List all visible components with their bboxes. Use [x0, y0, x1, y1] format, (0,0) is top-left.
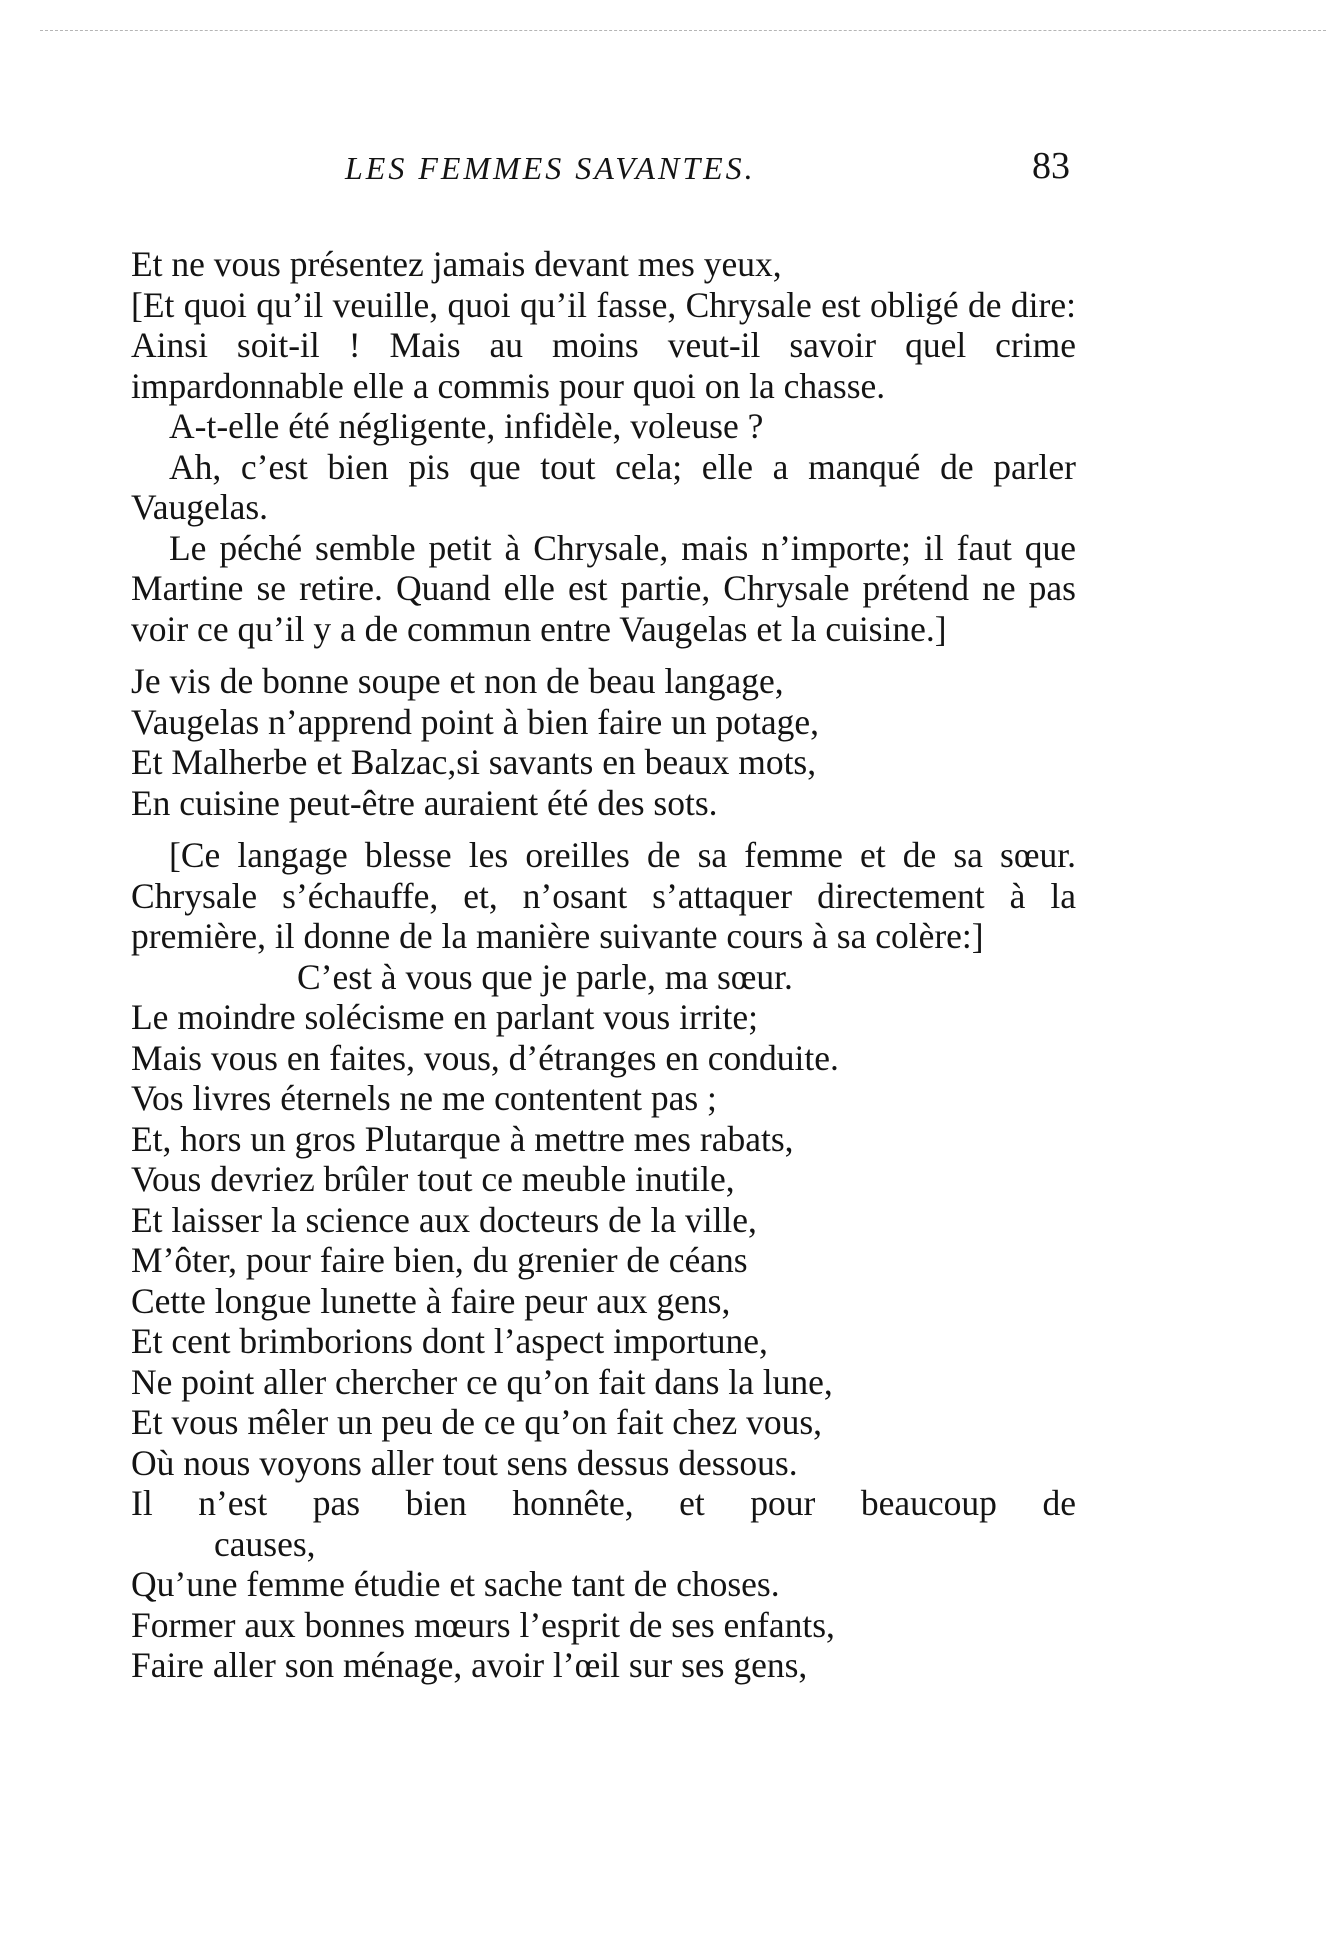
verse-line: Vos livres éternels ne me contentent pas ; — [131, 1078, 717, 1118]
prose-paragraph: Le péché semble petit à Chrysale, mais n’importe; il faut que Martine se retire. Quand elle est partie, Chrysale prétend ne pas voir ce qu’il y a de commun entre Vaugelas et la cuisine.] — [131, 527, 1076, 649]
verse-line: Et vous mêler un peu de ce qu’on fait chez vous, — [131, 1402, 823, 1442]
verse-line: M’ôter, pour faire bien, du grenier de céans — [131, 1240, 748, 1280]
verse-line: Mais vous en faites, vous, d’étranges en conduite. — [131, 1037, 839, 1078]
verse-line: Et cent brimborions dont l’aspect importune, — [131, 1321, 768, 1361]
prose-paragraph: A-t-elle été négligente, infidèle, voleuse ? — [169, 406, 764, 446]
verse-line: Et ne vous présentez jamais devant mes yeux, — [131, 244, 782, 284]
verse-group — [131, 997, 1076, 1483]
verse-line: Cette longue lunette à faire peur aux gens, — [131, 1280, 731, 1321]
verse-group — [131, 1564, 1076, 1686]
verse-line: Former aux bonnes mœurs l’esprit de ses enfants, — [131, 1604, 835, 1645]
verse-line: Et Malherbe et Balzac,si savants en beaux mots, — [131, 742, 817, 782]
verse-line: En cuisine peut-être auraient été des sots. — [131, 782, 718, 823]
verse-line: Il n’est pas bien honnête, et pour beaucoup de — [131, 1483, 1076, 1523]
verse-line: Qu’une femme étudie et sache tant de choses. — [131, 1564, 780, 1604]
verse-line: Ne point aller chercher ce qu’on fait dans la lune, — [131, 1361, 833, 1402]
verse-line: Vaugelas n’apprend point à bien faire un potage, — [131, 701, 820, 742]
verse-line: Faire aller son ménage, avoir l’œil sur ses gens, — [131, 1645, 808, 1685]
prose-paragraph: [Ce langage blesse les oreilles de sa femme et de sa sœur. Chrysale s’échauffe, et, n’osant s’attaquer directement à la première, il donne de la manière suivante cours à sa colère:] — [131, 835, 1076, 956]
verse-group — [131, 661, 1076, 823]
running-title: LES FEMMES SAVANTES. — [345, 150, 756, 186]
prose-paragraph: Ah, c’est bien pis que tout cela; elle a manqué de parler Vaugelas. — [131, 446, 1076, 527]
verse-line: Et laisser la science aux docteurs de la ville, — [131, 1199, 757, 1240]
verse-continuation: causes, — [214, 1523, 316, 1564]
top-rule — [40, 30, 1326, 31]
verse-line: Où nous voyons aller tout sens dessus dessous. — [131, 1442, 798, 1483]
page-number: 83 — [1032, 145, 1070, 187]
verse-line: Vous devriez brûler tout ce meuble inutile, — [131, 1159, 735, 1199]
verse-line: Je vis de bonne soupe et non de beau langage, — [131, 661, 784, 701]
prose-paragraph: [Et quoi qu’il veuille, quoi qu’il fasse, Chrysale est obligé de dire: Ainsi soit-il ! Mais au moins veut-il savoir quel crime impardonnable elle a commis pour quoi on la chasse. — [131, 284, 1076, 406]
page-header — [0, 145, 1326, 200]
verse-line: Le moindre solécisme en parlant vous irrite; — [131, 997, 758, 1037]
verse-line: C’est à vous que je parle, ma sœur. — [297, 956, 793, 997]
verse-line: Et, hors un gros Plutarque à mettre mes rabats, — [131, 1118, 794, 1159]
page-body — [131, 244, 1076, 1686]
